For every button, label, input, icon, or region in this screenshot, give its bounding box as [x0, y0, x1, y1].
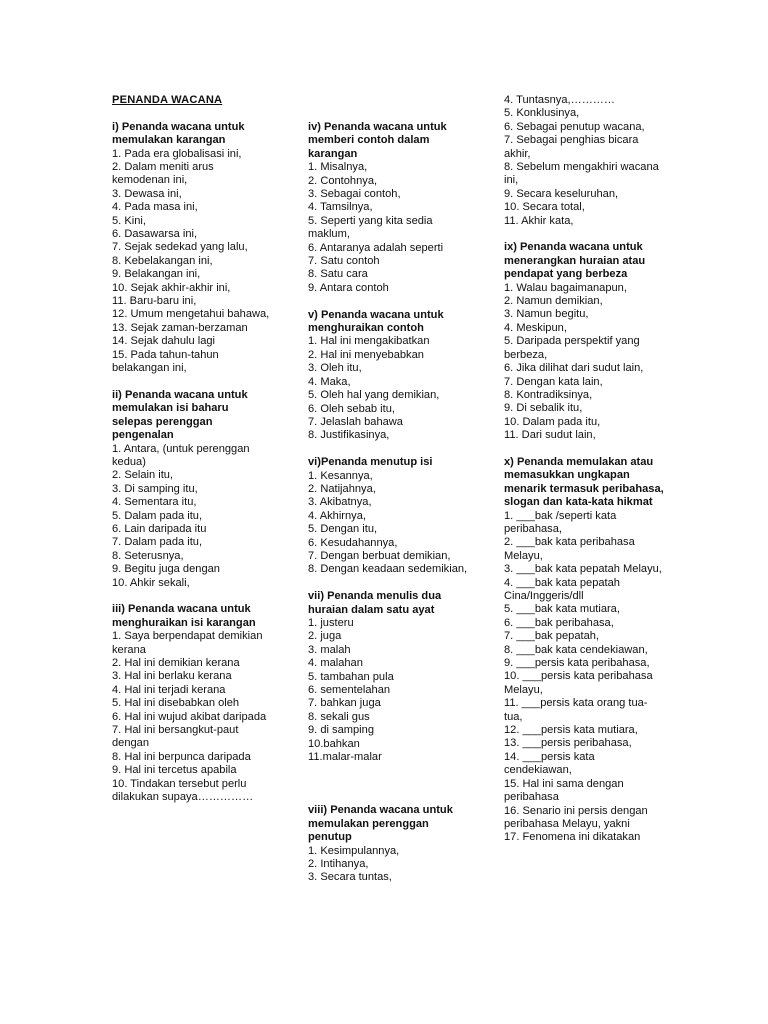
- list-item: 16. Senario ini persis dengan peribahasa Melayu, yakni: [504, 804, 648, 830]
- section-heading: vi)Penanda menutup isi: [308, 456, 433, 469]
- list-item: 4. Tamsilnya,: [308, 201, 373, 214]
- list-item: 6. Dasawarsa ini,: [112, 228, 198, 241]
- section-x: [504, 456, 664, 845]
- list-item: 4. Akhirnya,: [308, 509, 366, 522]
- list-item: 5. tambahan pula: [308, 670, 394, 683]
- list-item: 4. Sementara itu,: [112, 496, 197, 509]
- section-iv: [308, 121, 473, 295]
- list-item: 1. Pada era globalisasi ini,: [112, 147, 242, 160]
- list-item: 5. Konklusinya,: [504, 107, 580, 120]
- list-item: 11. ___persis kata orang tua-tua,: [504, 697, 648, 723]
- section-heading: iv) Penanda wacana untuk memberi contoh dalam karangan: [308, 121, 447, 160]
- section-heading: vii) Penanda menulis dua huraian dalam satu ayat: [308, 590, 442, 616]
- section-heading: i) Penanda wacana untuk memulakan karangan: [112, 120, 245, 147]
- list-item: 5. Daripada perspektif yang berbeza,: [504, 335, 640, 361]
- section-heading: x) Penanda memulakan atau memasukkan ungkapan menarik termasuk peribahasa, slogan dan kata-kata hikmat: [504, 455, 664, 509]
- list-item: 5. Seperti yang kita sedia maklum,: [308, 214, 433, 241]
- list-item: 10. Dalam pada itu,: [504, 415, 601, 428]
- list-item: 4. Meskipun,: [504, 321, 567, 334]
- column-2: [308, 121, 473, 898]
- list-item: 6. Lain daripada itu: [112, 522, 207, 535]
- list-item: 4. ___bak kata pepatah Cina/Inggeris/dll: [504, 576, 620, 602]
- list-item: 1. Antara, (untuk perenggan kedua): [112, 442, 250, 468]
- section-heading: iii) Penanda wacana untuk menghuraikan isi karangan: [112, 603, 256, 629]
- list-item: 6. Jika dilihat dari sudut lain,: [504, 362, 644, 375]
- section-ix: [504, 241, 664, 442]
- section-iii: [112, 603, 272, 804]
- list-item: 1. justeru: [308, 616, 354, 629]
- document-title: PENANDA WACANA: [112, 94, 223, 106]
- list-item: 7. bahkan juga: [308, 697, 381, 710]
- list-item: 11. Baru-baru ini,: [112, 295, 197, 308]
- list-item: 5. Oleh hal yang demikian,: [308, 389, 440, 402]
- list-item: 12. Umum mengetahui bahawa,: [112, 308, 270, 321]
- list-item: 4. Hal ini terjadi kerana: [112, 683, 226, 696]
- list-item: 1. ___bak /seperti kata peribahasa,: [504, 509, 617, 535]
- list-item: 5. Dalam pada itu,: [112, 509, 203, 522]
- section-heading: v) Penanda wacana untuk menghuraikan contoh: [308, 308, 444, 335]
- list-item: 9. ___persis kata peribahasa,: [504, 657, 650, 670]
- list-item: 8. ___bak kata cendekiawan,: [504, 643, 648, 656]
- list-item: 7. ___bak pepatah,: [504, 630, 599, 643]
- list-item: 10. Sejak akhir-akhir ini,: [112, 281, 231, 294]
- section-heading: ix) Penanda wacana untuk menerangkan huraian atau pendapat yang berbeza: [504, 241, 646, 281]
- section-heading: ii) Penanda wacana untuk memulakan isi baharu selepas perenggan pengenalan: [112, 388, 248, 442]
- list-item: 1. Walau bagaimanapun,: [504, 281, 627, 294]
- list-item: 10. Secara total,: [504, 201, 585, 214]
- list-item: 2. Hal ini demikian kerana: [112, 657, 240, 670]
- list-item: 10. Ahkir sekali,: [112, 576, 190, 589]
- list-item: 5. ___bak kata mutiara,: [504, 603, 620, 616]
- list-item: 6. Antaranya adalah seperti: [308, 241, 444, 254]
- list-item: 8. Kontradiksinya,: [504, 388, 593, 401]
- list-item: 9. Antara contoh: [308, 281, 389, 294]
- list-item: 8. Hal ini berpunca daripada: [112, 750, 251, 763]
- list-item: 11. Akhir kata,: [504, 214, 574, 227]
- list-item: 3. Oleh itu,: [308, 362, 362, 375]
- list-item: 2. Contohnya,: [308, 174, 378, 187]
- list-item: 2. Hal ini menyebabkan: [308, 348, 424, 361]
- list-item: 2. Selain itu,: [112, 469, 174, 482]
- list-item: 6. Kesudahannya,: [308, 536, 398, 549]
- list-item: 6. ___bak peribahasa,: [504, 616, 614, 629]
- list-item: 7. Sebagai penghias bicara akhir,: [504, 134, 639, 160]
- list-item: 10. ___persis kata peribahasa Melayu,: [504, 670, 653, 696]
- list-item: 7. Dalam pada itu,: [112, 536, 203, 549]
- section-viii: [308, 804, 473, 884]
- list-item: 8. Seterusnya,: [112, 549, 184, 562]
- list-item: 7. Satu contoh: [308, 255, 380, 268]
- section-i: [112, 121, 272, 376]
- list-item: 3. Dewasa ini,: [112, 187, 182, 200]
- list-item: 5. Dengan itu,: [308, 523, 378, 536]
- column-1: [112, 94, 272, 818]
- list-item: 3. Di samping itu,: [112, 482, 198, 495]
- list-item: 12. ___persis kata mutiara,: [504, 724, 638, 737]
- list-item: 1. Hal ini mengakibatkan: [308, 335, 430, 348]
- list-item: 15. Pada tahun-tahun belakangan ini,: [112, 348, 219, 375]
- list-item: 9. Di sebalik itu,: [504, 402, 583, 415]
- list-item: 6. Sebagai penutup wacana,: [504, 120, 645, 133]
- list-item: 7. Jelaslah bahawa: [308, 415, 403, 428]
- list-item: 1. Kesimpulannya,: [308, 844, 400, 857]
- list-item: 8. Satu cara: [308, 268, 368, 281]
- list-item: 15. Hal ini sama dengan peribahasa: [504, 777, 624, 804]
- section-heading: viii) Penanda wacana untuk memulakan perenggan penutup: [308, 804, 453, 844]
- list-item: 3. malah: [308, 643, 351, 656]
- list-item: 10.bahkan: [308, 737, 360, 750]
- list-item: 6. Hal ini wujud akibat daripada: [112, 710, 267, 723]
- list-item: 8. Dengan keadaan sedemikian,: [308, 563, 468, 576]
- list-item: 2. Natijahnya,: [308, 482, 376, 495]
- list-item: 2. Namun demikian,: [504, 295, 603, 308]
- list-item: 3. Hal ini berlaku kerana: [112, 670, 232, 683]
- section-viii-continued: [504, 94, 664, 228]
- list-item: 14. Sejak dahulu lagi: [112, 335, 216, 348]
- section-vi: [308, 456, 473, 577]
- list-item: 2. juga: [308, 630, 342, 643]
- list-item: 4. Pada masa ini,: [112, 201, 198, 214]
- list-item: 9. Secara keseluruhan,: [504, 187, 619, 200]
- list-item: 3. Akibatnya,: [308, 496, 372, 509]
- list-item: 2. Dalam meniti arus kemodenan ini,: [112, 161, 214, 187]
- list-item: 7. Dengan berbuat demikian,: [308, 549, 451, 562]
- list-item: 6. sementelahan: [308, 684, 391, 697]
- list-item: 8. Kebelakangan ini,: [112, 254, 213, 267]
- list-item: 3. ___bak kata pepatah Melayu,: [504, 563, 662, 576]
- list-item: 7. Dengan kata lain,: [504, 375, 603, 388]
- list-item: 14. ___persis kata cendekiawan,: [504, 750, 595, 777]
- list-item: 9. Begitu juga dengan: [112, 563, 220, 576]
- list-item: 1. Kesannya,: [308, 469, 373, 482]
- list-item: 11. Dari sudut lain,: [504, 429, 596, 442]
- list-item: 9. Belakangan ini,: [112, 268, 201, 281]
- list-item: 8. Sebelum mengakhiri wacana ini,: [504, 161, 659, 187]
- list-item: 1. Misalnya,: [308, 161, 368, 174]
- list-item: 1. Saya berpendapat demikian kerana: [112, 630, 263, 656]
- list-item: 4. Tuntasnya,…………: [504, 94, 615, 106]
- list-item: 8. Justifikasinya,: [308, 429, 390, 442]
- list-item: 9. di samping: [308, 724, 374, 737]
- list-item: 3. Namun begitu,: [504, 308, 589, 321]
- list-item: 5. Hal ini disebabkan oleh: [112, 697, 240, 710]
- list-item: 11.malar-malar: [308, 751, 382, 764]
- list-item: 7. Sejak sedekad yang lalu,: [112, 241, 248, 254]
- list-item: 4. Maka,: [308, 375, 351, 388]
- list-item: 7. Hal ini bersangkut-paut dengan: [112, 724, 239, 750]
- list-item: 6. Oleh sebab itu,: [308, 402, 395, 415]
- list-item: 13. ___persis peribahasa,: [504, 737, 632, 750]
- list-item: 3. Sebagai contoh,: [308, 188, 401, 201]
- list-item: 10. Tindakan tersebut perlu dilakukan supaya……………: [112, 777, 254, 804]
- list-item: 4. malahan: [308, 657, 363, 670]
- list-item: 8. sekali gus: [308, 710, 370, 723]
- section-ii: [112, 389, 272, 590]
- section-v: [308, 309, 473, 443]
- list-item: 5. Kini,: [112, 214, 146, 227]
- list-item: 13. Sejak zaman-berzaman: [112, 321, 248, 334]
- section-vii: [308, 590, 473, 764]
- list-item: 3. Secara tuntas,: [308, 871, 392, 884]
- list-item: 17. Fenomena ini dikatakan: [504, 831, 641, 844]
- column-3: [504, 94, 664, 858]
- list-item: 9. Hal ini tercetus apabila: [112, 764, 237, 777]
- list-item: 2. ___bak kata peribahasa Melayu,: [504, 536, 635, 562]
- list-item: 2. Intihanya,: [308, 858, 369, 871]
